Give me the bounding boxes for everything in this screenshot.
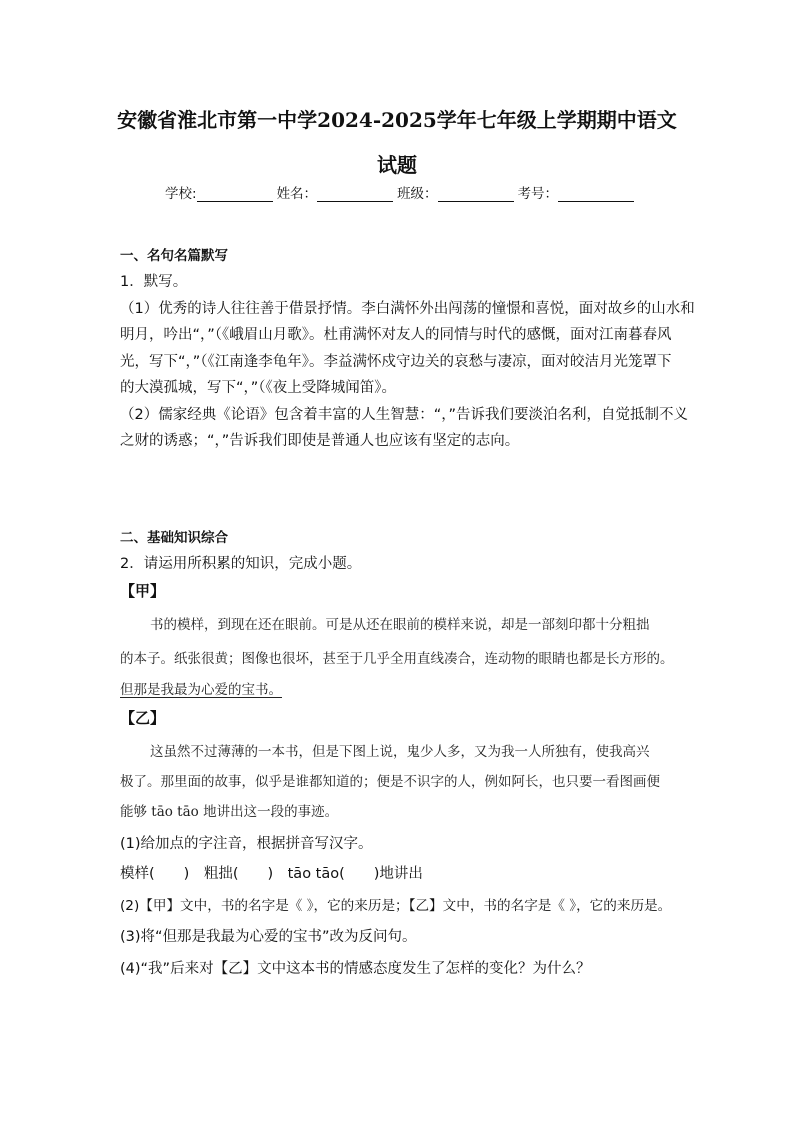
sub-question-3: (3)将“但那是我最为心爱的宝书”改为反问句。 [120, 929, 417, 945]
paragraph-line: 光，写下“，”（《江南逢李龟年》。李益满怀戍守边关的哀愁与凄凉，面对皎洁月光笼罩下 [120, 354, 672, 370]
section-heading: 二、基础知识综合 [120, 530, 228, 546]
passage-tag-yi: 【乙】 [120, 709, 166, 727]
passage-line: 书的模样，到现在还在眼前。可是从还在眼前的模样来说，却是一部刻印都十分粗拙 [150, 617, 650, 633]
paragraph-line: （1）优秀的诗人往往善于借景抒情。李白满怀外出闯荡的憧憬和喜悦，面对故乡的山水和 [120, 301, 695, 317]
underlined-sentence: 但那是我最为心爱的宝书。 [120, 682, 282, 698]
student-info-row [165, 182, 638, 202]
paragraph-line: 的大漠孤城，写下“，”（《夜上受降城闻笛》。 [120, 380, 397, 396]
passage-line: 这虽然不过薄薄的一本书，但是下图上说，鬼少人多，又为我一人所独有，使我高兴 [150, 744, 650, 760]
school-blank[interactable] [197, 187, 273, 202]
name-blank[interactable] [317, 187, 393, 202]
paragraph-line: （2）儒家经典《论语》包含着丰富的人生智慧：“，”告诉我们要淡泊名利，自觉抵制不义 [120, 407, 688, 423]
question-label: 1．默写。 [120, 274, 188, 290]
page-title: 安徽省淮北市第一中学2024-2025学年七年级上学期期中语文 [117, 108, 677, 132]
school-label: 学校: [165, 186, 197, 202]
passage-tag-jia: 【甲】 [120, 582, 166, 600]
paragraph-line: 之财的诱惑；“，”告诉我们即使是普通人也应该有坚定的志向。 [120, 433, 520, 449]
passage-line: 能够 tāo tāo 地讲出这一段的事迹。 [120, 804, 339, 820]
paragraph-line: 明月，吟出“，”（《峨眉山月歌》。杜甫满怀对友人的同情与时代的感慨，面对江南暮春风 [120, 327, 672, 343]
passage-line: 的本子。纸张很黄；图像也很坏，甚至于几乎全用直线凑合，连动物的眼睛也都是长方形的。 [120, 651, 674, 667]
passage-line: 极了。那里面的故事，似乎是谁都知道的；便是不识字的人，例如阿长，也只要一看图画便 [120, 774, 660, 790]
sub-question-4: (4)“我”后来对【乙】文中这本书的情感态度发生了怎样的变化？为什么？ [120, 961, 591, 977]
sub-question-1: (1)给加点的字注音，根据拼音写汉字。 [120, 836, 373, 852]
page-title-line2: 试题 [377, 153, 417, 177]
number-blank[interactable] [558, 187, 634, 202]
name-label: 姓名： [276, 186, 318, 202]
class-label: 班级： [397, 186, 438, 202]
sub-question-1-items: 模样( ) 粗拙( ) tāo tāo( )地讲出 [120, 866, 423, 882]
class-blank[interactable] [438, 187, 514, 202]
sub-question-2: (2)【甲】文中，书的名字是《 》，它的来历是；【乙】文中，书的名字是《 》，它的来历是。 [120, 898, 672, 914]
question-label: 2．请运用所积累的知识，完成小题。 [120, 556, 362, 572]
number-label: 考号： [517, 186, 559, 202]
section-heading: 一、名句名篇默写 [120, 248, 228, 264]
